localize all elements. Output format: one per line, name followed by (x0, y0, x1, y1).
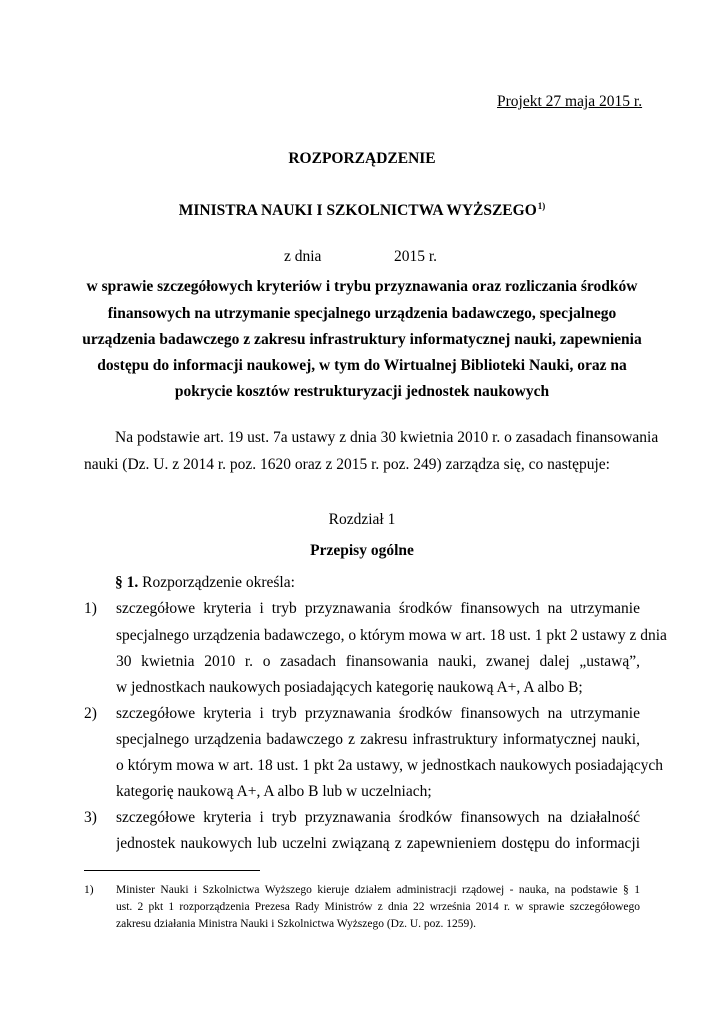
list-item-line: szczegółowe kryteria i tryb przyznawania środków finansowych na utrzymanie (116, 705, 640, 722)
footnote-reference: 1) (537, 201, 546, 211)
date-label: z dnia (284, 248, 322, 265)
issuer-heading (0, 201, 724, 220)
footnote-line: Minister Nauki i Szkolnictwa Wyższego kieruje działem administracji rządowej - nauka, na podstawie § 1 (116, 884, 640, 896)
subject-line: finansowych na utrzymanie specjalnego urządzenia badawczego, specjalnego (107, 305, 617, 322)
footnote-separator (84, 870, 260, 871)
issuer-name: MINISTRA NAUKI I SZKOLNICTWA WYŻSZEGO (178, 202, 537, 219)
subject-line: dostępu do informacji naukowej, w tym do Wirtualnej Biblioteki Nauki, oraz na (97, 357, 627, 374)
legal-basis-line: nauki (Dz. U. z 2014 r. poz. 1620 oraz z 2015 r. poz. 249) zarządza się, co następuje: (84, 456, 610, 473)
list-item-line: specjalnego urządzenia badawczego z zakresu infrastruktury informatycznej nauki, (116, 731, 640, 748)
subject-line: pokrycie kosztów restrukturyzacji jednostek naukowych (174, 383, 550, 400)
list-item-line: kategorię naukową A+, A albo B lub w uczelniach; (116, 783, 432, 800)
chapter-label: Rozdział 1 (328, 511, 396, 528)
list-item-line: w jednostkach naukowych posiadających kategorię naukową A+, A albo B; (116, 679, 583, 696)
list-item-number: 2) (84, 705, 97, 722)
section-intro-text: Rozporządzenie określa: (142, 574, 295, 591)
footnote-number: 1) (84, 884, 94, 896)
subject-line: w sprawie szczegółowych kryteriów i trybu przyznawania oraz rozliczania środków (86, 278, 638, 295)
footnote-line: ust. 2 pkt 1 rozporządzenia Prezesa Rady Ministrów z dnia 22 września 2014 r. w sprawie szczegółowego (116, 901, 640, 913)
list-item-line: jednostek naukowych lub uczelni związaną z zapewnieniem dostępu do informacji (116, 835, 640, 852)
list-item-line: 30 kwietnia 2010 r. o zasadach finansowania nauki, zwanej dalej „ustawą”, (116, 653, 640, 670)
list-item-line: o którym mowa w art. 18 ust. 1 pkt 2a ustawy, w jednostkach naukowych posiadających (116, 757, 663, 774)
footnote-line: zakresu działania Ministra Nauki i Szkolnictwa Wyższego (Dz. U. poz. 1259). (116, 918, 476, 930)
section-intro (115, 574, 295, 592)
list-item-line: specjalnego urządzenia badawczego, o którym mowa w art. 18 ust. 1 pkt 2 ustawy z dnia (116, 627, 667, 644)
subject-line: urządzenia badawczego z zakresu infrastruktury informatycznej nauki, zapewnienia (82, 331, 642, 348)
list-item-number: 1) (84, 600, 97, 617)
list-item-line: szczegółowe kryteria i tryb przyznawania środków finansowych na utrzymanie (116, 600, 640, 617)
legal-basis-line: Na podstawie art. 19 ust. 7a ustawy z dnia 30 kwietnia 2010 r. o zasadach finansowania (115, 429, 659, 446)
date-year: 2015 r. (394, 248, 438, 265)
chapter-title: Przepisy ogólne (310, 542, 414, 559)
list-item-line: szczegółowe kryteria i tryb przyznawania środków finansowych na działalność (116, 809, 640, 826)
draft-date-label: Projekt 27 maja 2015 r. (497, 93, 643, 110)
section-number: § 1. (115, 574, 139, 591)
list-item-number: 3) (84, 809, 97, 826)
document-title: ROZPORZĄDZENIE (288, 150, 436, 167)
